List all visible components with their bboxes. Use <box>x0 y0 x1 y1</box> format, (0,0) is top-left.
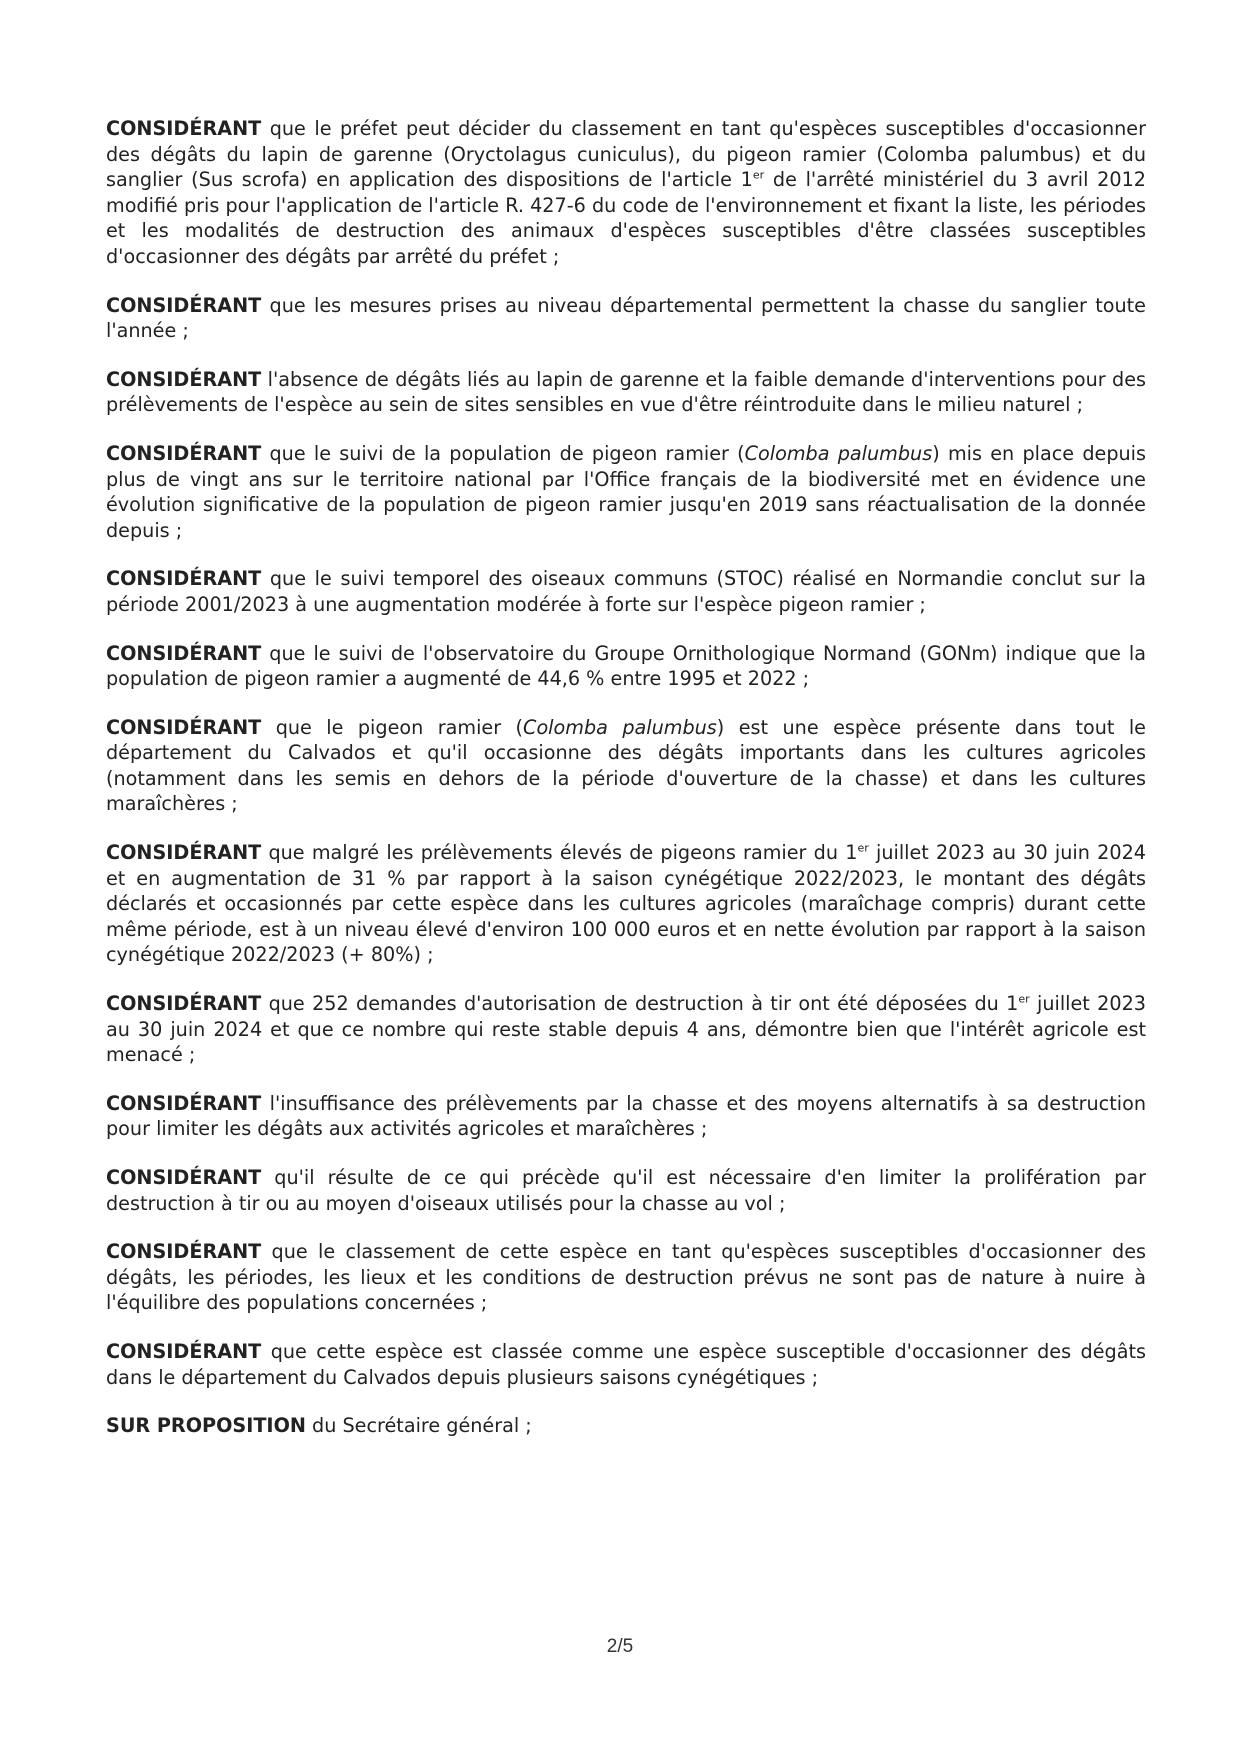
paragraph-text: juillet 2023 au 30 juin 2024 et en augmentation de 31 % par rapport à la saison cynégétique 2022/2023, le montant des dégâts déclarés et occasionnés par cette espèce dans les cultures agricoles (maraîchage compris) durant cette même période, est à un niveau élevé d'environ 100 000 euros et en nette évolution par rapport à la saison cynégétique 2022/2023 (+ 80%) ; <box>106 841 1146 967</box>
paragraph-text: de l'arrêté ministériel du 3 avril 2012 modifié pris pour l'application de l'article R. 427-6 du code de l'environnement et fixant la liste, les périodes et les modalités de destruction des animaux d'espèces susceptibles d'être classées susceptibles d'occasionner des dégâts par arrêté du préfet ; <box>106 168 1146 268</box>
considerant-keyword: CONSIDÉRANT <box>106 715 262 739</box>
paragraph-text: que le pigeon ramier ( <box>275 715 524 739</box>
superscript: er <box>752 168 765 182</box>
considerant-paragraph-13 <box>106 1339 1146 1390</box>
paragraph-text: l'insuffisance des prélèvements par la chasse et des moyens alternatifs à sa destruction pour limiter les dégâts aux activités agricoles et maraîchères ; <box>106 1091 1146 1141</box>
considerant-paragraph-6 <box>106 641 1146 692</box>
considerant-keyword: CONSIDÉRANT <box>106 567 262 591</box>
considerant-keyword: CONSIDÉRANT <box>106 641 262 665</box>
considerant-paragraph-7 <box>106 715 1146 817</box>
paragraph-text: ) est une espèce présente dans tout le département du Calvados et qu'il occasionne des dégâts importants dans les cultures agricoles (notamment dans les semis en dehors de la période d'ouverture de la chasse) et dans les cultures maraîchères ; <box>106 715 1146 816</box>
considerant-keyword: CONSIDÉRANT <box>106 367 262 391</box>
considerant-paragraph-1 <box>106 116 1146 270</box>
species-name: Colomba palumbus <box>744 441 933 465</box>
proposition-paragraph <box>106 1413 1146 1439</box>
paragraph-text: que le suivi de l'observatoire du Groupe Ornithologique Normand (GONm) indique que la population de pigeon ramier a augmenté de 44,6 % entre 1995 et 2022 ; <box>106 641 1146 691</box>
considerant-paragraph-10 <box>106 1091 1146 1142</box>
proposition-keyword: SUR PROPOSITION <box>106 1414 306 1438</box>
paragraph-text: que le suivi temporel des oiseaux communs (STOC) réalisé en Normandie conclut sur la période 2001/2023 à une augmentation modérée à forte sur l'espèce pigeon ramier ; <box>106 567 1146 616</box>
paragraph-text: que le suivi de la population de pigeon ramier ( <box>269 441 745 465</box>
considerant-keyword: CONSIDÉRANT <box>106 293 262 317</box>
paragraph-text: que 252 demandes d'autorisation de destruction à tir ont été déposées du 1 <box>268 992 1019 1016</box>
superscript: er <box>857 841 869 855</box>
page-number: 2/5 <box>606 1636 634 1657</box>
considerant-keyword: CONSIDÉRANT <box>106 117 262 140</box>
considerant-paragraph-8 <box>106 840 1146 968</box>
paragraph-text: que le classement de cette espèce en tant qu'espèces susceptibles d'occasionner des dégâts, les périodes, les lieux et les conditions de destruction prévus ne sont pas de nature à nuire à l'équilibre des populations concernées ; <box>106 1240 1146 1315</box>
document-body <box>106 116 1146 1462</box>
considerant-paragraph-2 <box>106 293 1146 344</box>
paragraph-text: que le préfet peut décider du classement en tant qu'espèces susceptibles d'occasionner des dégâts du lapin de garenne (Oryctolagus cuniculus), du pigeon ramier (Colomba palumbus) et du sanglier (Sus scrofa) en application des dispositions de l'article 1 <box>106 117 1146 192</box>
considerant-paragraph-3 <box>106 367 1146 418</box>
considerant-paragraph-9 <box>106 991 1146 1068</box>
paragraph-text: juillet 2023 au 30 juin 2024 et que ce nombre qui reste stable depuis 4 ans, démontre bien que l'intérêt agricole est menacé ; <box>106 992 1147 1067</box>
considerant-paragraph-12 <box>106 1239 1146 1316</box>
considerant-keyword: CONSIDÉRANT <box>106 1240 262 1264</box>
considerant-keyword: CONSIDÉRANT <box>106 441 262 465</box>
paragraph-text: qu'il résulte de ce qui précède qu'il est nécessaire d'en limiter la prolifération par destruction à tir ou au moyen d'oiseaux utilisés pour la chasse au vol ; <box>106 1166 1146 1215</box>
considerant-paragraph-11 <box>106 1165 1146 1216</box>
considerant-keyword: CONSIDÉRANT <box>106 1091 262 1115</box>
superscript: er <box>1018 992 1030 1006</box>
paragraph-text: ) mis en place depuis plus de vingt ans sur le territoire national par l'Office français de la biodiversité met en évidence une évolution significative de la population de pigeon ramier jusqu'en 2019 sans réactualisation de la donnée depuis ; <box>106 441 1146 542</box>
considerant-keyword: CONSIDÉRANT <box>106 1339 262 1363</box>
considerant-paragraph-4 <box>106 441 1146 543</box>
proposition-text: du Secrétaire général ; <box>312 1414 532 1438</box>
paragraph-text: que les mesures prises au niveau départemental permettent la chasse du sanglier toute l'année ; <box>106 293 1146 343</box>
paragraph-text: que cette espèce est classée comme une espèce susceptible d'occasionner des dégâts dans le département du Calvados depuis plusieurs saisons cynégétiques ; <box>106 1339 1146 1389</box>
considerant-keyword: CONSIDÉRANT <box>106 841 262 865</box>
paragraph-text: l'absence de dégâts liés au lapin de garenne et la faible demande d'interventions pour des prélèvements de l'espèce au sein de sites sensibles en vue d'être réintroduite dans le milieu naturel ; <box>106 367 1146 417</box>
considerant-keyword: CONSIDÉRANT <box>106 1166 262 1189</box>
species-name: Colomba palumbus <box>523 715 717 739</box>
considerant-keyword: CONSIDÉRANT <box>106 992 262 1016</box>
paragraph-text: que malgré les prélèvements élevés de pigeons ramier du 1 <box>268 841 858 865</box>
considerant-paragraph-5 <box>106 566 1146 617</box>
